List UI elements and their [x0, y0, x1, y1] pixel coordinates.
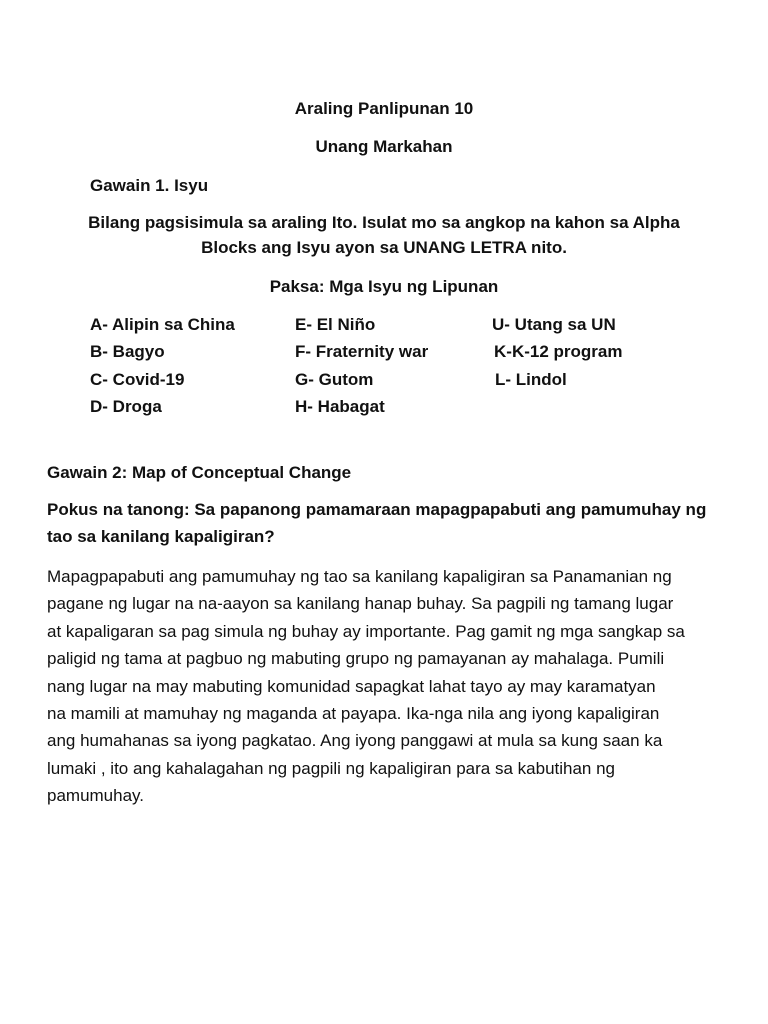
activity1-title: Gawain 1. Isyu — [90, 176, 209, 195]
answer-line: na mamili at mamuhay ng maganda at payapa. Ika-nga nila ang iyong kapaligiran — [47, 704, 660, 724]
answer-line: at kapaligaran sa pag simula ng buhay ay importante. Pag gamit ng mga sangkap sa — [47, 621, 685, 641]
answer-line: lumaki , ito ang kahalagahan ng pagpili ng kapaligiran para sa kabutihan ng — [47, 758, 616, 778]
issue-item-f: F- Fraternity war — [295, 342, 429, 361]
issue-item-h: H- Habagat — [295, 397, 385, 416]
issue-item-e: E- El Niño — [295, 315, 376, 334]
answer-line: pagane ng lugar na na-aayon sa kanilang hanap buhay. Sa pagpili ng tamang lugar — [47, 594, 674, 614]
subject-title: Araling Panlipunan 10 — [294, 99, 474, 118]
answer-line: Mapagpapabuti ang pamumuhay ng tao sa kanilang kapaligiran sa Panamanian ng — [47, 567, 672, 586]
issue-item-k: K-K-12 program — [494, 342, 623, 361]
focus-question-line1: Pokus na tanong: Sa papanong pamamaraan mapagpapabuti ang pamumuhay ng — [47, 500, 707, 519]
activity2-title: Gawain 2: Map of Conceptual Change — [47, 463, 352, 482]
answer-line: paligid ng tama at pagbuo ng mabuting grupo ng pamayanan ay mahalaga. Pumili — [47, 649, 665, 669]
activity1-topic: Paksa: Mga Isyu ng Lipunan — [269, 277, 499, 296]
issue-item-a: A- Alipin sa China — [90, 315, 235, 334]
issue-item-g: G- Gutom — [295, 370, 374, 389]
quarter-title: Unang Markahan — [315, 137, 453, 156]
activity1-instruction-line1: Bilang pagsisimula sa araling Ito. Isulat mo sa angkop na kahon sa Alpha — [88, 213, 680, 232]
issue-item-d: D- Droga — [90, 397, 162, 416]
issue-item-u: U- Utang sa UN — [492, 315, 616, 334]
issue-item-c: C- Covid-19 — [90, 370, 185, 389]
focus-question-line2: tao sa kanilang kapaligiran? — [47, 527, 275, 546]
answer-line: nang lugar na may mabuting komunidad sapagkat lahat tayo ay may karamatyan — [47, 676, 656, 696]
activity1-instruction-line2: Blocks ang Isyu ayon sa UNANG LETRA nito. — [201, 238, 567, 257]
issue-item-l: L- Lindol — [495, 370, 567, 389]
focus-question — [47, 496, 706, 550]
answer-line: pamumuhay. — [47, 786, 145, 806]
issue-item-b: B- Bagyo — [90, 342, 165, 361]
answer-paragraph — [47, 563, 737, 810]
answer-line: ang humahanas sa iyong pagkatao. Ang iyong panggawi at mula sa kung saan ka — [47, 731, 663, 751]
